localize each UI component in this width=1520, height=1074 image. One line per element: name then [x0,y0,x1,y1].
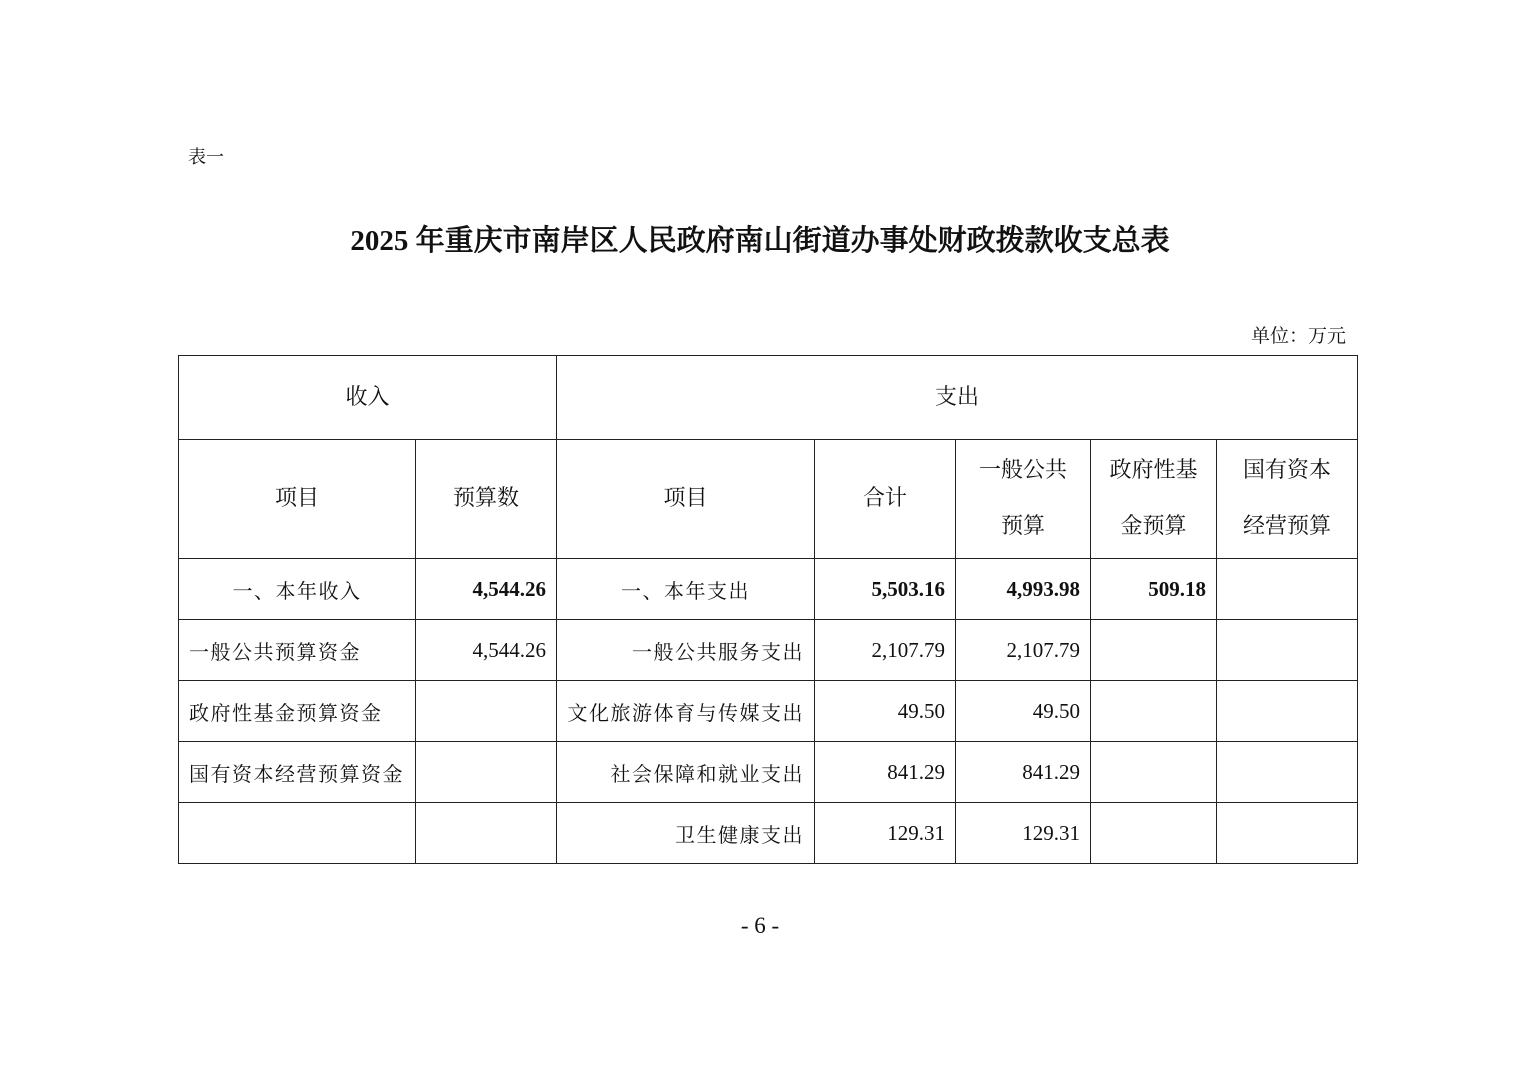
expense-item: 社会保障和就业支出 [557,742,815,803]
expense-total: 49.50 [815,681,956,742]
expense-general: 129.31 [956,803,1091,864]
summary-general: 4,993.98 [956,559,1091,620]
table-row [179,620,1358,681]
income-item: 一般公共预算资金 [179,620,416,681]
summary-total: 5,503.16 [815,559,956,620]
state-capital-budget-header-text: 国有资本经营预算 [1243,458,1332,539]
expense-capital [1217,620,1358,681]
income-item [179,803,416,864]
total-header: 合计 [815,440,956,559]
expense-capital [1217,681,1358,742]
gov-fund-budget-header [1091,440,1217,559]
income-item: 政府性基金预算资金 [179,681,416,742]
expense-general: 49.50 [956,681,1091,742]
summary-income-item: 一、本年收入 [179,559,416,620]
general-budget-header [956,440,1091,559]
expense-item-header: 项目 [557,440,815,559]
table-row [179,742,1358,803]
expense-fund [1091,620,1217,681]
expense-item: 卫生健康支出 [557,803,815,864]
page-title: 2025 年重庆市南岸区人民政府南山街道办事处财政拨款收支总表 [350,225,1170,257]
summary-fund: 509.18 [1091,559,1217,620]
table-label: 表一 [188,147,224,167]
summary-capital [1217,559,1358,620]
summary-expense-item: 一、本年支出 [557,559,815,620]
general-budget-header-text: 一般公共预算 [979,458,1068,539]
table-row [179,681,1358,742]
table-row [179,803,1358,864]
expense-capital [1217,803,1358,864]
income-value [416,681,557,742]
income-item-header: 项目 [179,440,416,559]
header-row-top [179,356,1358,440]
expense-total: 2,107.79 [815,620,956,681]
gov-fund-budget-header-text: 政府性基金预算 [1109,458,1198,539]
expense-fund [1091,742,1217,803]
fiscal-summary-table [178,355,1358,864]
income-value [416,803,557,864]
expense-item: 文化旅游体育与传媒支出 [557,681,815,742]
expense-item: 一般公共服务支出 [557,620,815,681]
expense-fund [1091,681,1217,742]
summary-row [179,559,1358,620]
summary-income-value: 4,544.26 [416,559,557,620]
income-item: 国有资本经营预算资金 [179,742,416,803]
income-value [416,742,557,803]
header-row-columns [179,440,1358,559]
income-header: 收入 [179,356,557,440]
expense-general: 841.29 [956,742,1091,803]
expense-capital [1217,742,1358,803]
expense-total: 129.31 [815,803,956,864]
expense-header: 支出 [557,356,1358,440]
income-budget-header: 预算数 [416,440,557,559]
expense-total: 841.29 [815,742,956,803]
unit-label: 单位：万元 [1250,326,1346,347]
income-value: 4,544.26 [416,620,557,681]
expense-fund [1091,803,1217,864]
expense-general: 2,107.79 [956,620,1091,681]
state-capital-budget-header [1217,440,1358,559]
page-number: - 6 - [740,913,780,938]
